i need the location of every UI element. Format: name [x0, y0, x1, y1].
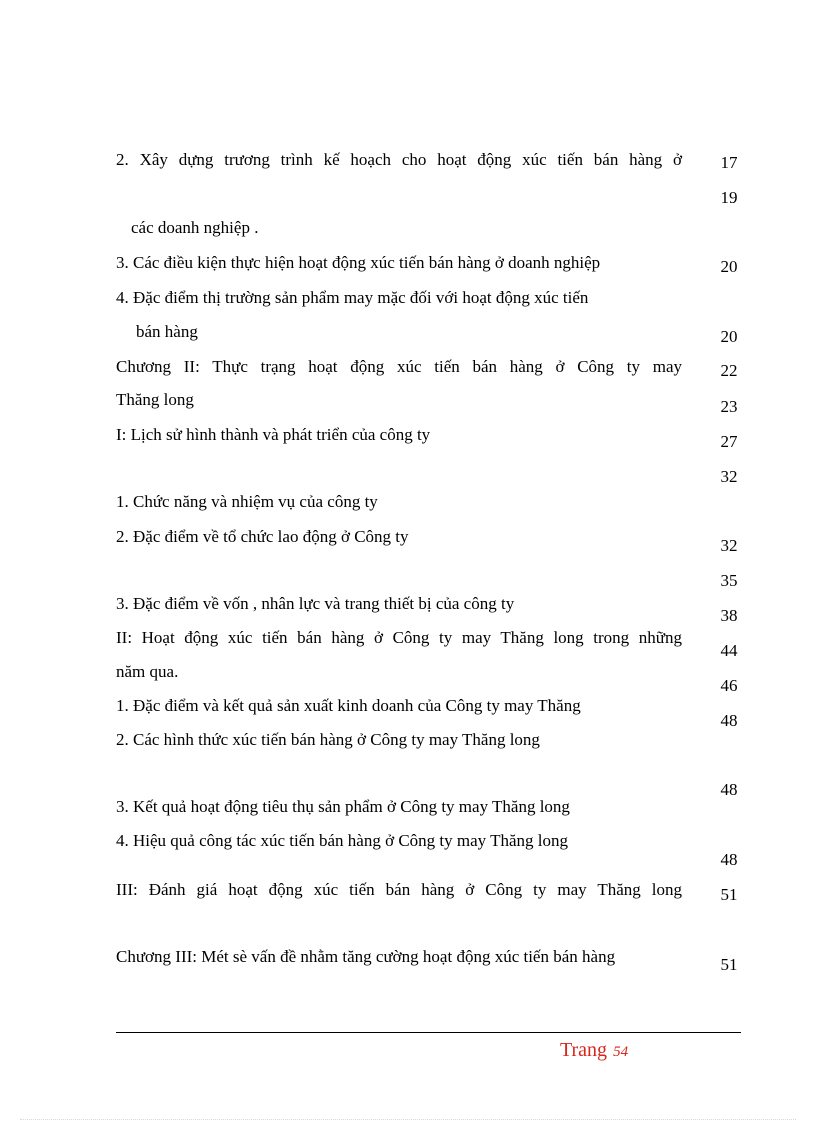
- footer-rule: [116, 1032, 741, 1033]
- toc-page-number: 20: [720, 257, 738, 276]
- toc-entry: III: Đánh giá hoạt động xúc tiến bán hàng ở Công ty may Thăng long: [116, 880, 682, 899]
- page-bottom-border: [20, 1119, 796, 1120]
- toc-page-number: 35: [720, 571, 738, 590]
- toc-entry: 1. Đặc điểm và kết quả sản xuất kinh doanh của Công ty may Thăng: [116, 696, 581, 715]
- toc-page-number: 44: [720, 641, 738, 660]
- toc-page-number: 20: [720, 327, 738, 346]
- footer-trang-label: Trang: [560, 1039, 608, 1061]
- toc-entry: năm qua.: [116, 662, 179, 681]
- toc-page-number: 19: [720, 188, 738, 207]
- toc-entry: 4. Hiệu quả công tác xúc tiến bán hàng ở Công ty may Thăng long: [116, 831, 568, 850]
- toc-entry: các doanh nghiệp .: [131, 218, 259, 237]
- toc-entry: Chương II: Thực trạng hoạt động xúc tiến bán hàng ở Công ty may: [116, 357, 682, 376]
- toc-page-number: 46: [720, 676, 738, 695]
- toc-entry: 3. Các điều kiện thực hiện hoạt động xúc tiến bán hàng ở doanh nghiệp: [116, 253, 601, 272]
- toc-entry: Chương III: Mét sè vấn đề nhằm tăng cường hoạt động xúc tiến bán hàng: [116, 947, 616, 966]
- toc-entry: 4. Đặc điểm thị trường sản phẩm may mặc đối với hoạt động xúc tiến: [116, 288, 589, 307]
- toc-page-number: 32: [720, 536, 738, 555]
- footer-page-number: 54: [613, 1044, 629, 1060]
- toc-page-number: 48: [720, 850, 738, 869]
- toc-page-number: 23: [720, 397, 738, 416]
- toc-page-number: 22: [720, 361, 738, 380]
- toc-page-number: 51: [720, 955, 738, 974]
- toc-entry: 1. Chức năng và nhiệm vụ của công ty: [116, 492, 378, 511]
- toc-entry: Thăng long: [116, 390, 194, 409]
- toc-page-number: 48: [720, 711, 738, 730]
- toc-entry: 2. Xây dựng trương trình kế hoạch cho hoạt động xúc tiến bán hàng ở: [116, 150, 682, 169]
- toc-page-number: 38: [720, 606, 738, 625]
- toc-page-number: 27: [720, 432, 738, 451]
- toc-page-number: 48: [720, 780, 738, 799]
- toc-entry: 3. Kết quả hoạt động tiêu thụ sản phẩm ở Công ty may Thăng long: [116, 797, 570, 816]
- footer-page-label: [560, 1038, 628, 1064]
- toc-entry: II: Hoạt động xúc tiến bán hàng ở Công ty may Thăng long trong những: [116, 628, 682, 647]
- toc-entry: I: Lịch sử hình thành và phát triển của công ty: [116, 425, 431, 444]
- toc-entry: 2. Các hình thức xúc tiến bán hàng ở Công ty may Thăng long: [116, 730, 540, 749]
- toc-entry: bán hàng: [136, 322, 198, 341]
- toc-page-number: 32: [720, 467, 738, 486]
- toc-page-number: 17: [720, 153, 738, 172]
- toc-page-number: 51: [720, 885, 738, 904]
- toc-entry: 3. Đặc điểm về vốn , nhân lực và trang thiết bị của công ty: [116, 594, 515, 613]
- toc-entry: 2. Đặc điểm về tổ chức lao động ở Công ty: [116, 527, 409, 546]
